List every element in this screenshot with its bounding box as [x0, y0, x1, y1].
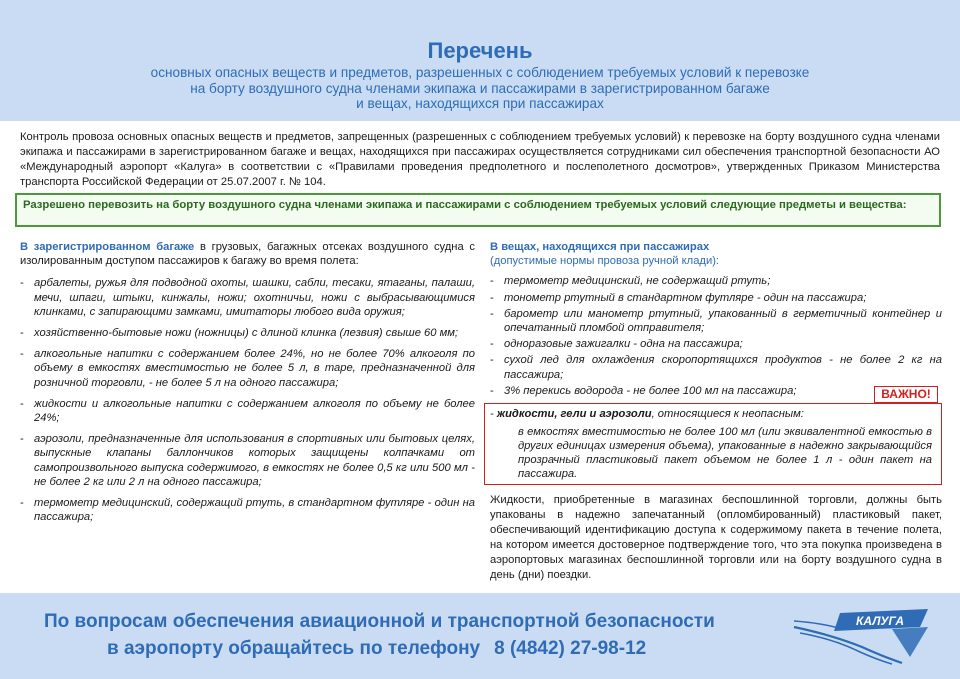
header-banner [0, 0, 960, 121]
list-item-text: хозяйственно-бытовые ножи (ножницы) с длиной клинка (лезвия) свыше 60 мм; [34, 327, 459, 340]
list-item: - барометр или манометр ртутный, упакованный в герметичный контейнер и опечатанный пломбой отправителя; [490, 307, 942, 335]
list-item-text: арбалеты, ружья для подводной охоты, шашки, сабли, тесаки, ятаганы, палаши, мечи, шпаги, штыки, кинжалы, ножи; охотничьи, ножи с выбрасывающимися клинками, с запирающими замками, имитаторы любого вида оружия; [34, 277, 475, 318]
list-item-text: сухой лед для охлаждения скоропортящихся продуктов - не более 2 кг на пассажира; [504, 354, 942, 381]
checked-baggage-heading: В зарегистрированном багаже [20, 241, 195, 253]
checked-baggage-column [20, 240, 475, 531]
list-item: - жидкости и алкогольные напитки с содержанием алкоголя по объему не более 24%; [20, 397, 475, 425]
list-item-text: одноразовые зажигалки - одна на пассажира; [504, 338, 743, 351]
duty-free-paragraph: Жидкости, приобретенные в магазинах беспошлинной торговли, должны быть упакованы в надежно запечатанный (опломбированный) пластиковый пакет, обеспечивающий идентификацию доступа к содержимому пакета в течение полета, на котором имеется достоверное подтверждение того, что эта покупка произведена в аэропортовых магазинах беспошлинной торговли или на борту воздушного судна в день (дни) поездки. [490, 494, 942, 581]
list-item-text: жидкости и алкогольные напитки с содержанием алкоголя по объему не более 24%; [34, 397, 475, 425]
list-item: - сухой лед для охлаждения скоропортящихся продуктов - не более 2 кг на пассажира; [490, 354, 942, 381]
list-item: - аэрозоли, предназначенные для использования в спортивных или бытовых целях, выпускные клапаны баллончиков которых защищены колпачками от самопроизвольного выпуска содержимого, в емкостях не более 0,5 кг или 500 мл - не более 2 кг или 2 л на одного пассажира; [20, 433, 475, 488]
checked-baggage-intro [20, 240, 475, 268]
carry-on-column [490, 240, 942, 400]
list-item: - алкогольные напитки с содержанием более 24%, но не более 70% алкоголя по объему в емкостях вместимостью не более 5 л, в таре, предназначенной для розничной торговли, - не более 5 л на одного пассажира; [20, 348, 475, 389]
carry-on-note: (допустимые нормы провоза ручной клади): [490, 255, 720, 268]
airport-logo [792, 607, 932, 665]
list-item-text: термометр медицинский, не содержащий ртуть; [504, 275, 771, 288]
carry-on-heading: В вещах, находящихся при пассажирах [490, 241, 710, 253]
list-item-text: барометр или манометр ртутный, упакованный в герметичный контейнер и опечатанный пломбой отправителя; [504, 307, 942, 335]
liquids-heading-rest: , относящиеся к неопасным: [651, 408, 804, 420]
checked-baggage-heading-rest: в грузовых, багажных отсеках воздушного судна с изолированным доступом пассажиров к багажу во время полета: [20, 241, 475, 268]
footer-phone: 8 (4842) 27-98-12 [494, 638, 647, 659]
list-item: - одноразовые зажигалки - одна на пассажира; [490, 338, 743, 351]
subtitle-line: на борту воздушного судна членами экипажа и пассажирами в зарегистрированном багаже [190, 80, 770, 96]
list-item-text: алкогольные напитки с содержанием более 24%, но не более 70% алкоголя по объему в емкостях вместимостью не более 5 л, в таре, предназначенной для розничной торговли, - не более 5 л на одного пассажира; [34, 348, 475, 389]
list-item-text: тонометр ртутный в стандартном футляре - один на пассажира; [504, 291, 867, 304]
liquids-heading: - жидкости, гели и аэрозоли, относящиеся к неопасным: [490, 408, 804, 420]
list-item-text: термометр медицинский, содержащий ртуть, в стандартном футляре - один на пассажира; [34, 497, 475, 524]
list-item: - термометр медицинский, не содержащий ртуть; [490, 275, 771, 288]
footer-line2 [107, 638, 646, 660]
important-badge: ВАЖНО! [874, 386, 938, 403]
carry-on-list [490, 274, 942, 398]
checked-baggage-list [20, 276, 475, 524]
logo-text: КАЛУГА [856, 614, 904, 628]
intro-paragraph: Контроль провоза основных опасных веществ и предметов, запрещенных (разрешенных с соблюдением требуемых условий) к перевозке на борту воздушного судна членами экипажа и пассажирами в зарегистрированном багаже и вещах, находящихся при пассажирах осуществляется сотрудниками сил обеспечения транспортной безопасности АО «Международный аэропорт «Калуга» в соответствии с «Правилами проведения предполетного и послеполетного досмотров», утвержденных Приказом Министерства транспорта Российской Федерации от 25.07.2007 г. № 104. [20, 131, 940, 188]
subtitle-line: основных опасных веществ и предметов, разрешенных с соблюдением требуемых условий к перевозке [150, 65, 810, 80]
page-subtitle [0, 65, 960, 112]
list-item: - 3% перекись водорода - не более 100 мл на пассажира; [490, 384, 797, 397]
footer-line2-text: в аэропорту обращайтесь по телефону [107, 638, 481, 659]
page-title: Перечень [427, 38, 533, 63]
liquids-heading-bold: жидкости, гели и аэрозоли [496, 408, 652, 420]
allowed-notice: Разрешено перевозить на борту воздушного судна членами экипажа и пассажирами с соблюдением требуемых условий следующие предметы и вещества: [15, 193, 941, 227]
footer-banner [0, 593, 960, 679]
list-item: - термометр медицинский, содержащий ртуть, в стандартном футляре - один на пассажира; [20, 497, 475, 524]
list-item-text: 3% перекись водорода - не более 100 мл на пассажира; [504, 384, 797, 397]
list-item-text: аэрозоли, предназначенные для использования в спортивных или бытовых целях, выпускные клапаны баллончиков которых защищены колпачками от самопроизвольного выпуска содержимого, в емкостях не более 0,5 кг или 500 мл - не более 2 кг или 2 л на одного пассажира; [34, 433, 475, 488]
list-item: - тонометр ртутный в стандартном футляре - один на пассажира; [490, 291, 867, 304]
list-item: - хозяйственно-бытовые ножи (ножницы) с длиной клинка (лезвия) свыше 60 мм; [20, 327, 459, 340]
footer-line1: По вопросам обеспечения авиационной и транспортной безопасности [44, 611, 715, 632]
subtitle-line: и вещах, находящихся при пассажирах [356, 96, 604, 111]
liquids-rule: в емкостях вместимостью не более 100 мл (или эквивалентной емкостью в других единицах измерения объема), упакованные в надежно закрывающийся прозрачный пластиковый пакет объемом не более 1 л - один пакет на пассажира. [518, 426, 932, 480]
list-item: - арбалеты, ружья для подводной охоты, шашки, сабли, тесаки, ятаганы, палаши, мечи, шпаги, штыки, кинжалы, ножи; охотничьи, ножи с выбрасывающимися клинками, с запирающими замками, имитаторы любого вида оружия; [20, 277, 475, 318]
